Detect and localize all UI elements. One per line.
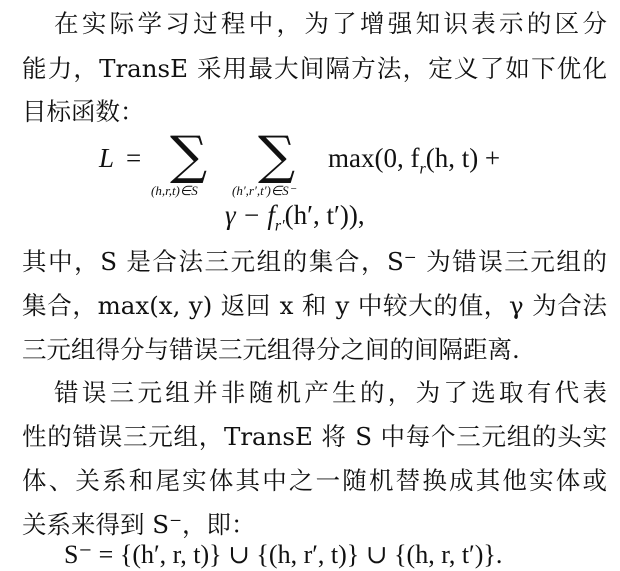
- gamma-term: γ − f: [225, 200, 275, 230]
- f-subscript-r-prime: r′: [274, 217, 285, 235]
- paragraph3-line4: 关系来得到 S⁻，即：: [22, 510, 256, 539]
- paragraph3-line1: 错误三元组并非随机产生的，为了选取有代表: [54, 378, 607, 407]
- sum-symbol-1: ∑: [170, 126, 208, 186]
- paragraph3-line3: 体、关系和尾实体其中之一随机替换成其他实体或: [22, 466, 607, 495]
- sum-symbol-2: ∑: [258, 126, 296, 186]
- sum2-subscript: (h′,r′,t′)∈S⁻: [232, 183, 296, 198]
- paragraph1-line2: 能力，TransE 采用最大间隔方法，定义了如下优化: [22, 54, 607, 83]
- f-subscript-r: r: [419, 160, 426, 178]
- paragraph2-line1: 其中，S 是合法三元组的集合，S⁻ 为错误三元组的: [22, 247, 607, 276]
- paragraph2-line2: 集合，max(x, y) 返回 x 和 y 中较大的值，γ 为合法: [22, 291, 607, 320]
- paragraph1-line1: 在实际学习过程中，为了增强知识表示的区分: [54, 9, 607, 38]
- max-tail: (h, t) +: [425, 143, 501, 173]
- max-prefix: max(0, f: [328, 143, 420, 173]
- paragraph1-line3: 目标函数：: [22, 97, 145, 126]
- formula-lhs: L: [99, 143, 115, 173]
- formula-negative-set: S⁻ = {(h′, r, t)} ∪ {(h, r′, t)} ∪ {(h, r, t′)}.: [64, 540, 503, 569]
- formula-max-term: [328, 143, 500, 178]
- paragraph2-line3: 三元组得分与错误三元组得分之间的间隔距离.: [22, 335, 520, 364]
- formula-equals: =: [126, 143, 142, 173]
- margin-tail: (h′, t′)),: [284, 200, 365, 230]
- paragraph3-line2: 性的错误三元组，TransE 将 S 中每个三元组的头实: [22, 422, 607, 451]
- sum1-subscript: (h,r,t)∈S: [151, 183, 198, 198]
- formula-margin-term: [225, 200, 365, 235]
